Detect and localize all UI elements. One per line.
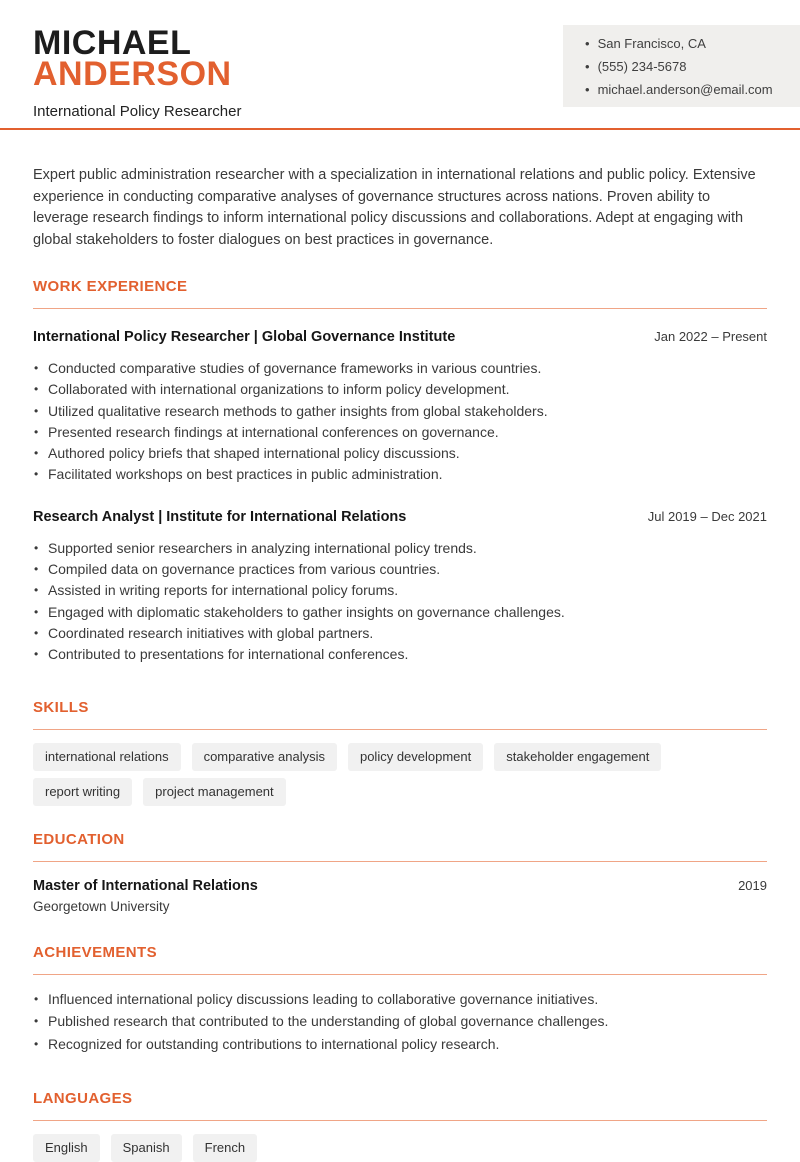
- languages-chip-list: [33, 1134, 767, 1162]
- education-entry: [33, 878, 767, 894]
- bullet-item: • Conducted comparative studies of governance frameworks in various countries.: [33, 358, 767, 379]
- work-experience-heading: WORK EXPERIENCE: [33, 278, 767, 309]
- header-divider: [0, 128, 800, 130]
- achievements-heading: ACHIEVEMENTS: [33, 944, 767, 975]
- language-chip: French: [193, 1134, 257, 1162]
- bullet-item: • Presented research findings at international conferences on governance.: [33, 422, 767, 443]
- main-content: [0, 165, 800, 1162]
- skill-chip: comparative analysis: [192, 743, 337, 771]
- bullet-item: • Utilized qualitative research methods to gather insights from global stakeholders.: [33, 401, 767, 422]
- bullet-item: • Supported senior researchers in analyzing international policy trends.: [33, 538, 767, 559]
- job-date-range: Jul 2019 – Dec 2021: [647, 508, 767, 524]
- job-date-range: Jan 2022 – Present: [654, 329, 767, 344]
- bullet-item: • Recognized for outstanding contributions to international policy research.: [33, 1033, 767, 1056]
- contact-email: • michael.anderson@email.com: [585, 78, 786, 101]
- section-languages: [33, 1090, 767, 1162]
- skill-chip: stakeholder engagement: [494, 743, 661, 771]
- page-title: International Policy Researcher: [33, 103, 242, 120]
- contact-location: • San Francisco, CA: [585, 32, 786, 55]
- bullet-item: • Contributed to presentations for international conferences.: [33, 644, 767, 665]
- language-chip: English: [33, 1134, 100, 1162]
- section-work-experience: [33, 278, 767, 666]
- degree-name: Master of International Relations: [33, 877, 258, 894]
- job-entry: [33, 509, 767, 666]
- job-bullet-list: [33, 358, 767, 486]
- last-name: ANDERSON: [33, 55, 232, 93]
- job-head: [33, 509, 767, 525]
- header: [0, 0, 800, 128]
- skill-chip: policy development: [348, 743, 483, 771]
- contact-list: [585, 32, 786, 101]
- skill-chip: project management: [143, 778, 286, 806]
- language-chip: Spanish: [111, 1134, 182, 1162]
- section-education: [33, 831, 767, 914]
- education-year: 2019: [738, 877, 767, 893]
- education-heading: EDUCATION: [33, 831, 767, 862]
- section-skills: [33, 699, 767, 806]
- bullet-item: • Collaborated with international organizations to inform policy development.: [33, 379, 767, 400]
- bullet-item: • Published research that contributed to the understanding of global governance challenges.: [33, 1010, 767, 1033]
- skill-chip: report writing: [33, 778, 132, 806]
- contact-card: [563, 25, 800, 107]
- bullet-item: • Influenced international policy discussions leading to collaborative governance initiatives.: [33, 988, 767, 1011]
- bullet-item: • Assisted in writing reports for international policy forums.: [33, 580, 767, 601]
- bullet-item: • Coordinated research initiatives with global partners.: [33, 623, 767, 644]
- job-bullet-list: [33, 538, 767, 666]
- bullet-item: • Compiled data on governance practices from various countries.: [33, 559, 767, 580]
- bullet-item: • Engaged with diplomatic stakeholders to gather insights on governance challenges.: [33, 602, 767, 623]
- skill-chip: international relations: [33, 743, 181, 771]
- job-head: [33, 329, 767, 345]
- job-entry: [33, 329, 767, 486]
- section-achievements: [33, 944, 767, 1056]
- summary-paragraph: Expert public administration researcher with a specialization in international relations and public policy. Extensive experience in conducting comparative analyses of governance structures across nations. Proven ability to leverage research findings to inform international policy discussions and collaborations. Adept at engaging with global stakeholders to foster dialogues on best practices in governance.: [33, 167, 756, 248]
- skills-chip-list: [33, 743, 767, 806]
- bullet-item: • Authored policy briefs that shaped international policy discussions.: [33, 443, 767, 464]
- bullet-item: • Facilitated workshops on best practices in public administration.: [33, 464, 767, 485]
- skills-heading: SKILLS: [33, 699, 767, 730]
- job-title-company: International Policy Researcher | Global Governance Institute: [33, 329, 456, 345]
- languages-heading: LANGUAGES: [33, 1090, 767, 1121]
- contact-phone: • (555) 234-5678: [585, 55, 786, 78]
- school-name: Georgetown University: [33, 898, 170, 914]
- achievements-list: [33, 988, 767, 1056]
- first-name: MICHAEL: [33, 24, 192, 62]
- job-title-company: Research Analyst | Institute for International Relations: [33, 508, 407, 525]
